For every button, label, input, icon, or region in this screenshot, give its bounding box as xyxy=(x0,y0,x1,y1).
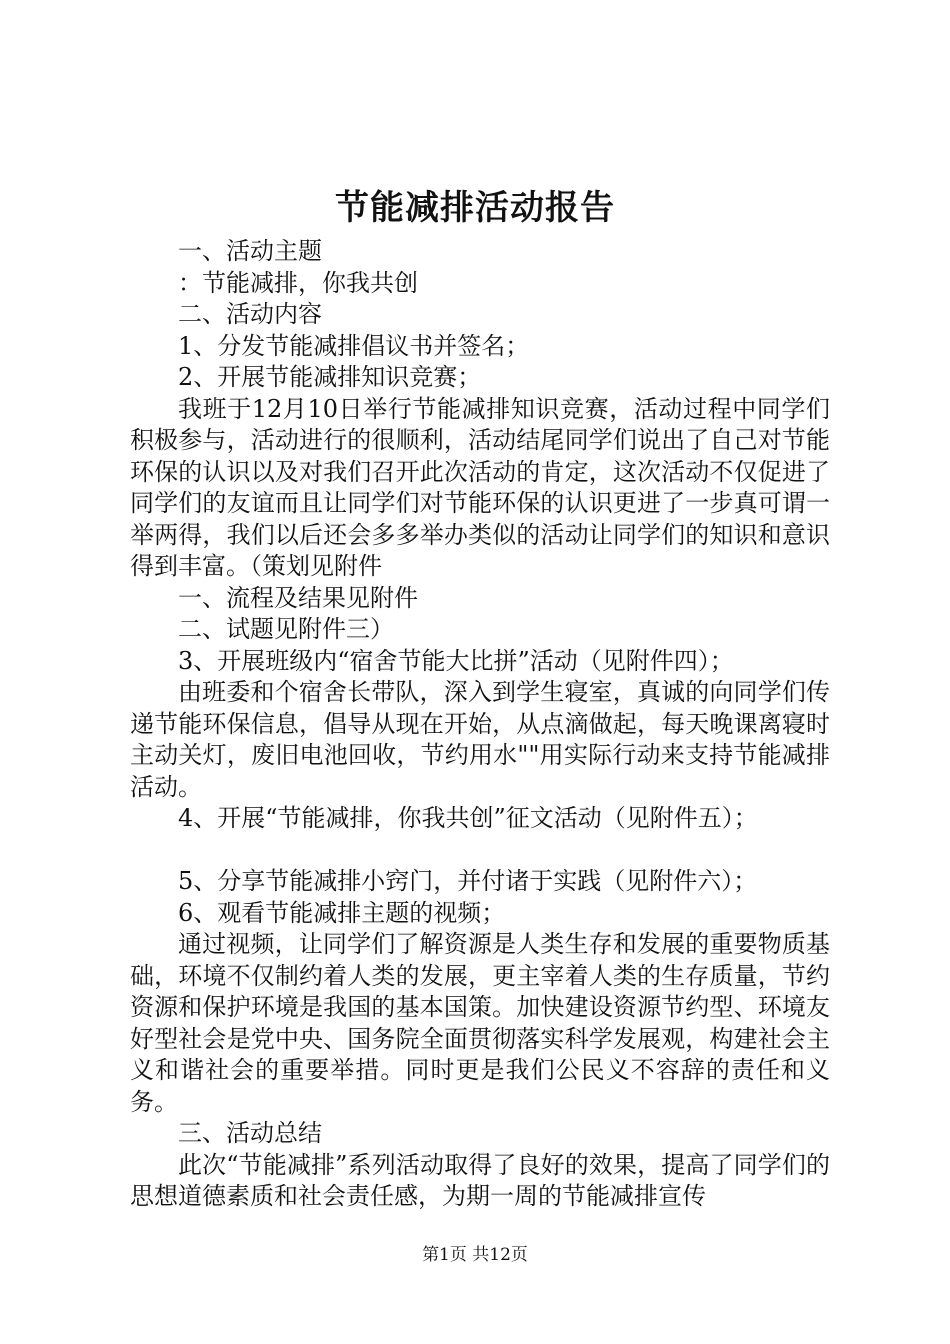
document-body xyxy=(130,236,830,1213)
list-item-1: 1、分发节能减排倡议书并签名； xyxy=(178,331,530,360)
blank-line xyxy=(130,835,830,867)
paragraph-summary: 此次“节能减排”系列活动取得了良好的效果，提高了同学们的思想道德素质和社会责任感，为期一周的节能减排宣传 xyxy=(130,1150,830,1210)
theme-text: ：节能减排，你我共创 xyxy=(178,268,418,297)
list-item-2: 2、开展节能减排知识竞赛； xyxy=(178,363,482,391)
paragraph-dorm: 由班委和个宿舍长带队，深入到学生寝室，真诚的向同学们传递节能环保信息，倡导从现在开始，从点滴做起，每天晚课离寝时主动关灯，废旧电池回收，节约用水""用实际行动来支持节能减排活动。 xyxy=(130,678,830,801)
sub-item-questions: 二、试题见附件三） xyxy=(178,615,394,643)
section-heading-content: 二、活动内容 xyxy=(178,300,322,328)
sub-item-process: 一、流程及结果见附件 xyxy=(178,583,418,612)
list-item-5: 5、分享节能减排小窍门，并付诸于实践（见附件六）； xyxy=(178,867,758,895)
paragraph-video: 通过视频，让同学们了解资源是人类生存和发展的重要物质基础，环境不仅制约着人类的发展，更主宰着人类的生存质量，节约资源和保护环境是我国的基本国策。加快建设资源节约型、环境友好型社会是党中央、国务院全面贯彻落实科学发展观，构建社会主义和谐社会的重要举措。同时更是我们公民义不容辞的责任和义务。 xyxy=(130,930,830,1116)
paragraph-quiz: 我班于12月10日举行节能减排知识竞赛，活动过程中同学们积极参与，活动进行的很顺利，活动结尾同学们说出了自己对节能环保的认识以及对我们召开此次活动的肯定，这次活动不仅促进了同学们的友谊而且让同学们对节能环保的认识更进了一步真可谓一举两得，我们以后还会多多举办类似的活动让同学们的知识和意识得到丰富。（策划见附件 xyxy=(130,394,830,580)
page-footer: 第1页 共12页 xyxy=(422,1245,528,1265)
list-item-4: 4、开展“节能减排，你我共创”征文活动（见附件五）； xyxy=(178,804,758,832)
section-heading-theme: 一、活动主题 xyxy=(178,237,322,265)
section-heading-summary: 三、活动总结 xyxy=(178,1119,322,1147)
list-item-3: 3、开展班级内“宿舍节能大比拼”活动（见附件四）； xyxy=(178,646,734,675)
document-title: 节能减排活动报告 xyxy=(335,188,615,228)
list-item-6: 6、观看节能减排主题的视频； xyxy=(178,898,506,927)
